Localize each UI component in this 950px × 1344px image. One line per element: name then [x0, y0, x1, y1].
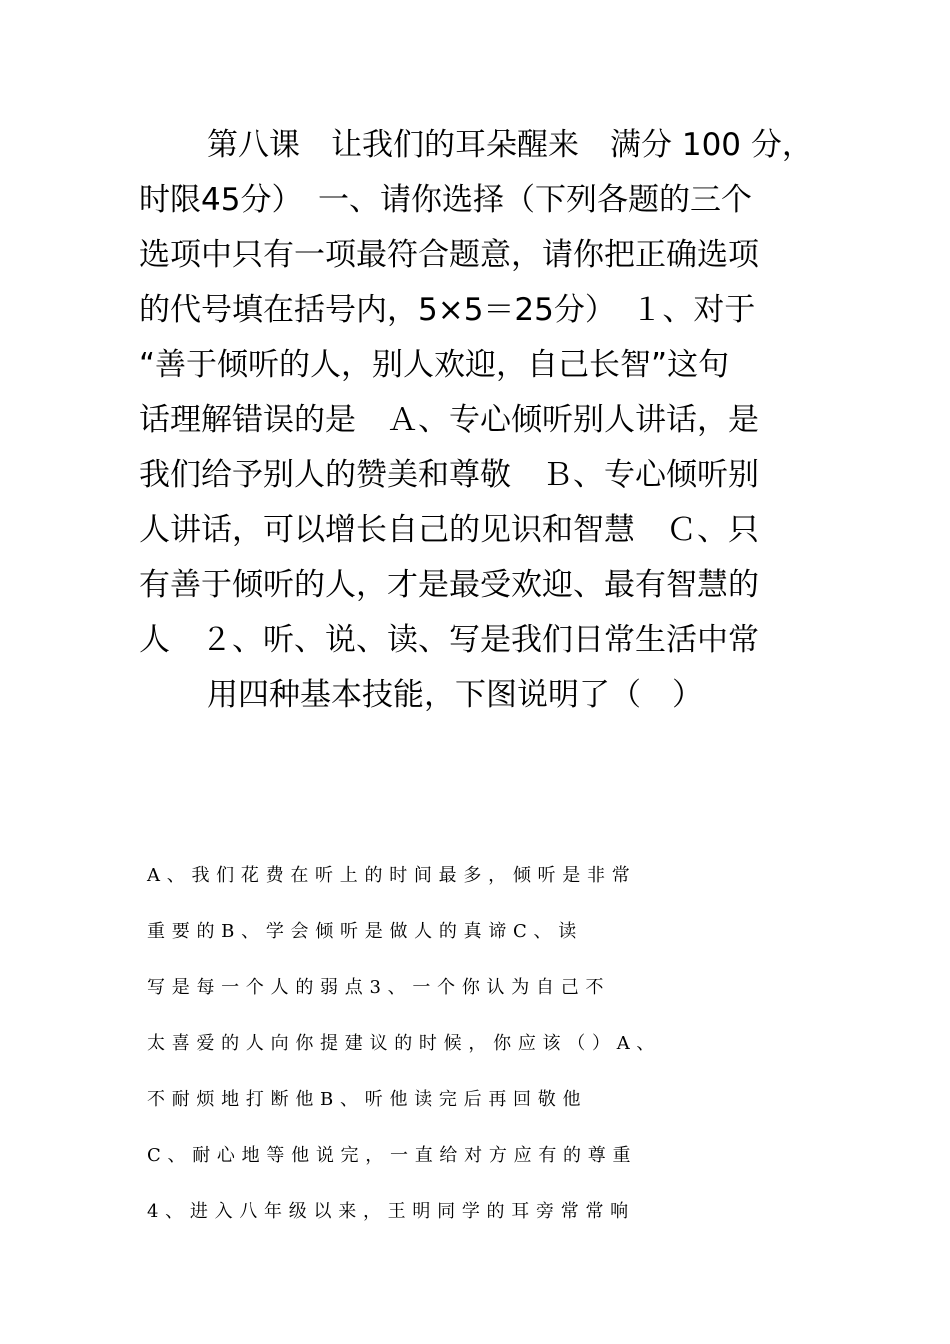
text-line: 有善于倾听的人，才是最受欢迎、最有智慧的	[139, 567, 759, 603]
text-line: 时限45分） 一、请你选择（下列各题的三个	[139, 182, 752, 218]
text-line: 写 是 每 一 个 人 的 弱 点 3 、 一 个 你 认 为 自 己 不	[147, 977, 604, 998]
text-line: 4 、 进 入 八 年 级 以 来 ， 王 明 同 学 的 耳 旁 常 常 响	[147, 1201, 629, 1222]
text-line: 太 喜 爱 的 人 向 你 提 建 议 的 时 候 ， 你 应 该 （ ） A 、	[147, 1033, 655, 1054]
text-line: 选项中只有一项最符合题意，请你把正确选项	[139, 237, 759, 273]
text-line: 不 耐 烦 地 打 断 他 B 、 听 他 读 完 后 再 回 敬 他	[147, 1089, 581, 1110]
text-line: C 、 耐 心 地 等 他 说 完 ， 一 直 给 对 方 应 有 的 尊 重	[147, 1145, 631, 1166]
text-line: 第八课 让我们的耳朵醒来 满分 100 分，	[207, 127, 813, 163]
text-line: 人讲话，可以增长自己的见识和智慧 Ｃ、只	[139, 512, 759, 548]
text-line: “善于倾听的人，别人欢迎，自己长智”这句	[139, 347, 730, 383]
text-line: 的代号填在括号内，5×5＝25分） １、对于	[139, 292, 756, 328]
lesson-text-block	[139, 118, 819, 723]
text-line: 话理解错误的是 Ａ、专心倾听别人讲话，是	[139, 402, 759, 438]
text-line: 人 ２、听、说、读、写是我们日常生活中常	[139, 622, 759, 658]
question-options-block	[147, 848, 817, 1240]
text-line: 我们给予别人的赞美和尊敬 Ｂ、专心倾听别	[139, 457, 759, 493]
text-line: 用四种基本技能，下图说明了（ ）	[207, 677, 703, 713]
text-line: A 、 我 们 花 费 在 听 上 的 时 间 最 多 ， 倾 听 是 非 常	[147, 865, 631, 886]
text-line: 重 要 的 B 、 学 会 倾 听 是 做 人 的 真 谛 C 、 读	[147, 921, 577, 942]
